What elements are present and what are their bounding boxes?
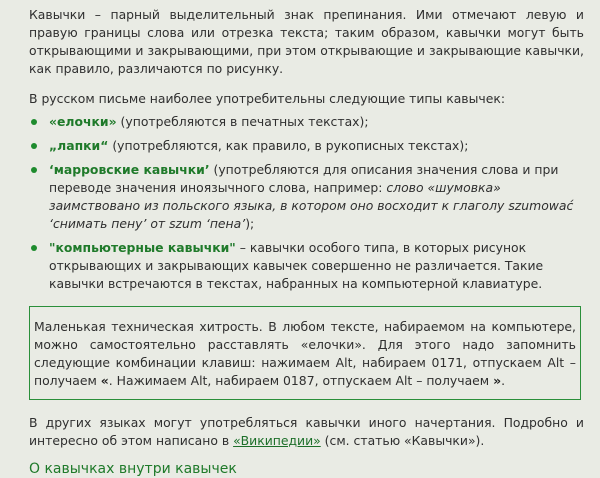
list-item bbox=[29, 137, 584, 155]
type-example: слово «шумовка» заимствовано из польского языка, в котором оно восходит к глаголу szumować ‘снимать пену’ от szum ‘пена’ bbox=[49, 180, 574, 231]
type-term: "компьютерные кавычки" bbox=[49, 240, 236, 255]
list-item bbox=[29, 239, 584, 293]
bullet-icon bbox=[31, 119, 37, 125]
type-term: „лапки“ bbox=[49, 138, 109, 153]
tip-open-quote: « bbox=[100, 373, 109, 388]
section-heading[interactable]: О кавычках внутри кавычек bbox=[29, 461, 237, 477]
bullet-icon bbox=[31, 245, 37, 251]
type-desc: – кавычки особого типа, в которых рисунок открывающих и закрывающих кавычек совершенно не различается. Такие кавычки встречаются в текстах, набранных на компьютерной клавиатуре. bbox=[49, 240, 544, 291]
list-item bbox=[29, 161, 584, 233]
intro-paragraph: Кавычки – парный выделительный знак препинания. Ими отмечают левую и правую границы слова или отрезка текста; таким образом, кавычки могут быть открывающими и закрывающими, при этом открывающие и закрывающие кавычки, как правило, различаются по рисунку. bbox=[29, 7, 584, 76]
wikipedia-link[interactable]: «Википедии» bbox=[233, 433, 321, 448]
tip-text: . bbox=[501, 373, 506, 388]
type-desc: (употребляются, как правило, в рукописных текстах); bbox=[108, 138, 469, 153]
list-item bbox=[29, 113, 584, 131]
bullet-icon bbox=[31, 143, 37, 149]
tip-text: Маленькая техническая хитрость. В любом тексте, набираемом на компьютере, можно самостоятельно расставлять «елочки». Для этого надо запомнить следующие комбинации клавиш: нажимаем Alt, набираем 0171, отпускаем Alt – получаем bbox=[34, 319, 576, 388]
bullet-icon bbox=[31, 167, 37, 173]
outro-text: В других языках могут употребляться кавычки иного начертания. Подробно и интересно об этом написано в bbox=[29, 415, 584, 448]
tip-close-quote: » bbox=[493, 373, 502, 388]
type-term: «елочки» bbox=[49, 114, 117, 129]
type-tail: ); bbox=[245, 216, 255, 231]
quote-types-list bbox=[29, 113, 584, 293]
tip-box bbox=[29, 306, 581, 400]
type-term: ‘марровские кавычки’ bbox=[49, 162, 210, 177]
tip-text: . Нажимаем Alt, набираем 0187, отпускаем Alt – получаем bbox=[108, 373, 494, 388]
type-desc: (употребляются для описания значения слова и при переводе значения иноязычного слова, например: bbox=[49, 162, 559, 195]
outro-text: (см. статью «Кавычки»). bbox=[320, 433, 485, 448]
types-lead: В русском письме наиболее употребительны следующие типы кавычек: bbox=[29, 91, 505, 106]
outro-paragraph bbox=[29, 414, 584, 450]
type-desc: (употребляются в печатных текстах); bbox=[116, 114, 369, 129]
